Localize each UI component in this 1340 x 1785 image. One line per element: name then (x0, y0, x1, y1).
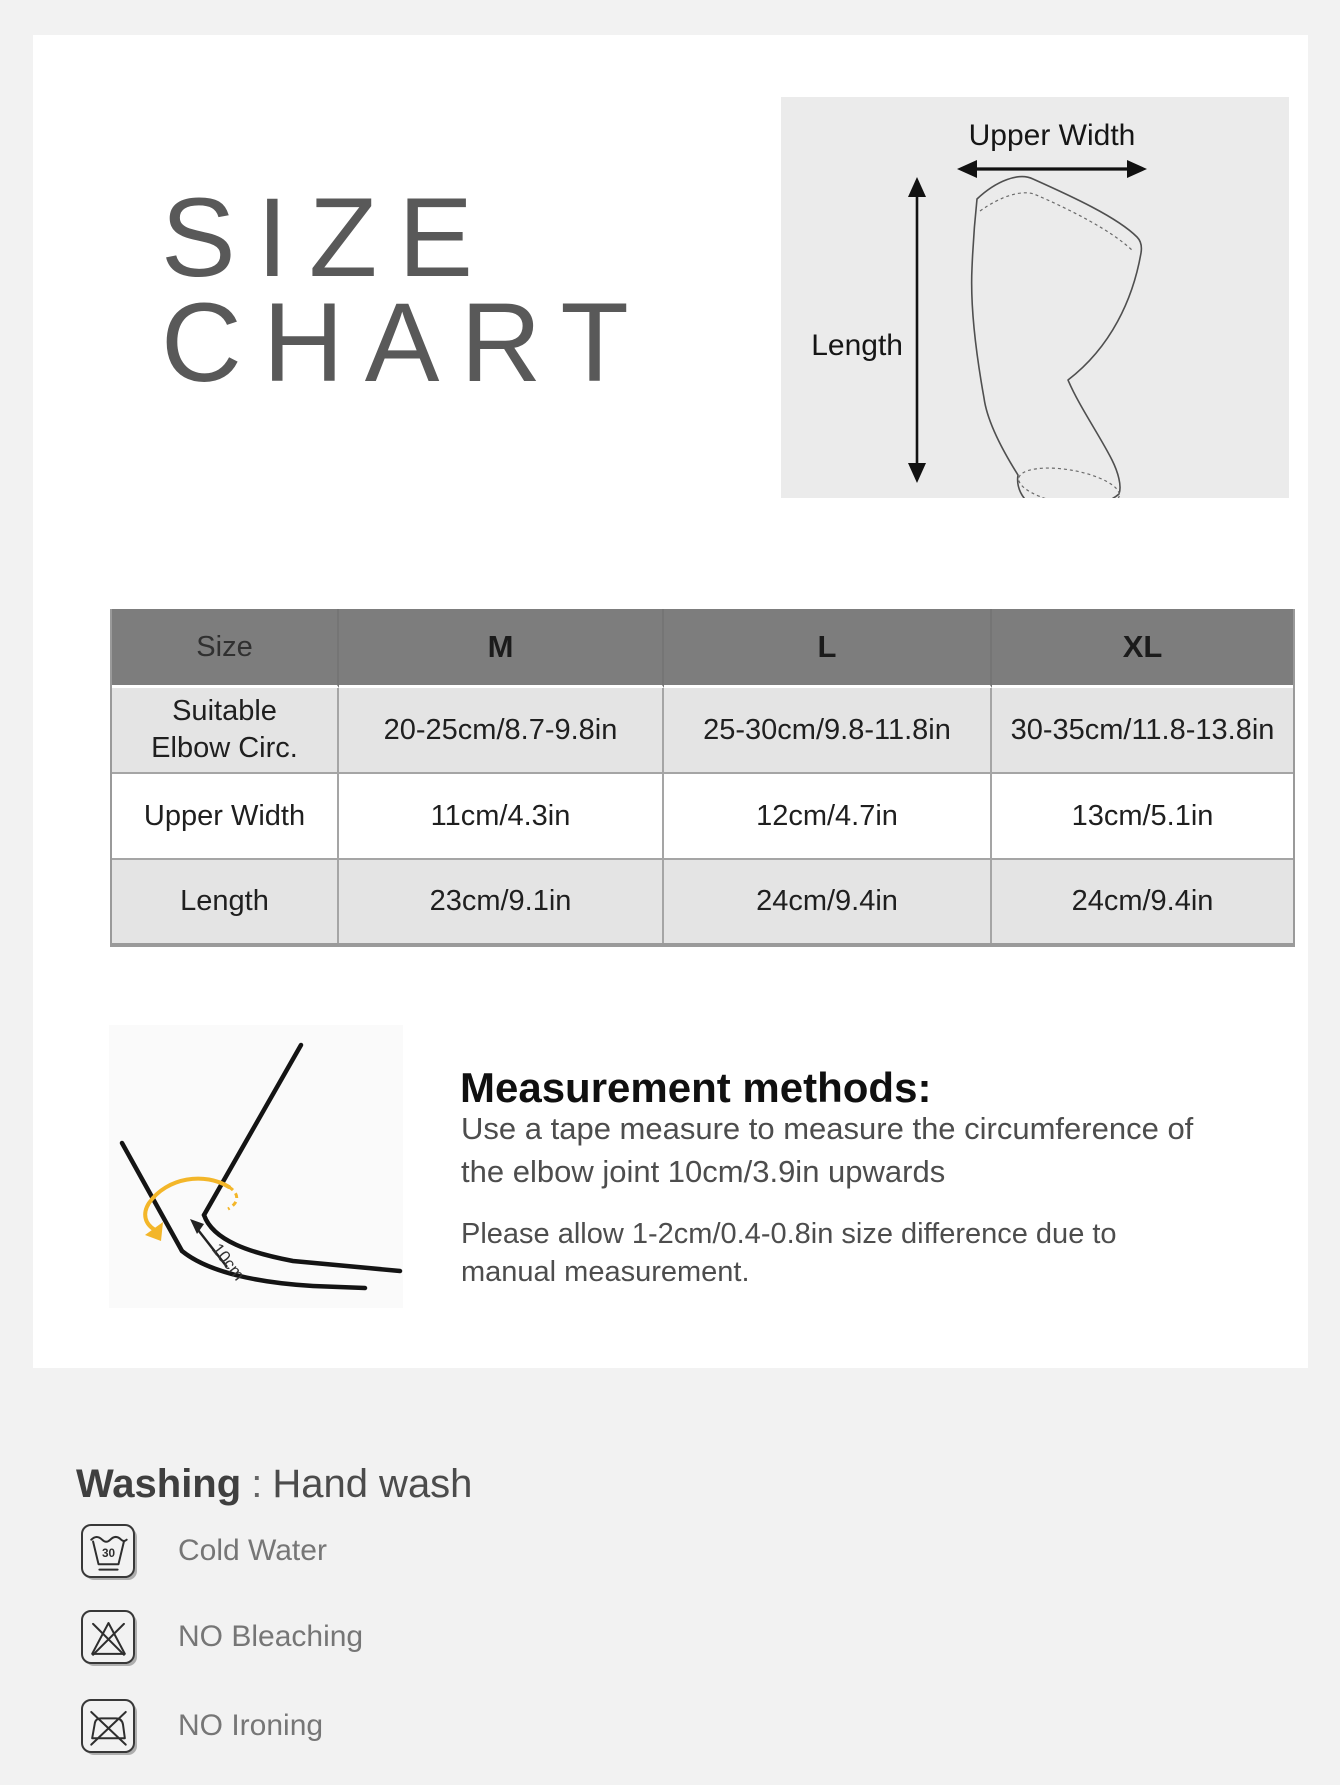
care-label: Cold Water (178, 1534, 327, 1567)
table-cell: 23cm/9.1in (339, 860, 664, 943)
measurement-paragraph-2: Please allow 1-2cm/0.4-0.8in size difference due to manual measurement. (461, 1218, 1117, 1288)
table-cell: 24cm/9.4in (992, 860, 1293, 943)
size-table-header-xl: XL (992, 609, 1293, 688)
table-row-label: Length (112, 860, 339, 943)
svg-text:30: 30 (101, 1546, 115, 1560)
care-label: NO Bleaching (178, 1620, 364, 1653)
table-cell: 25-30cm/9.8-11.8in (664, 688, 992, 774)
content-card (33, 35, 1308, 1368)
page-title-line1: SIZE (161, 175, 494, 300)
care-row-no-ironing (81, 1699, 323, 1753)
sleeve-measure-diagram (781, 97, 1289, 498)
table-cell: 11cm/4.3in (339, 774, 664, 860)
table-cell: 30-35cm/11.8-13.8in (992, 688, 1293, 774)
size-table (110, 609, 1295, 947)
length-label: Length (811, 329, 903, 362)
washing-heading (76, 1462, 472, 1507)
size-table-header-m: M (339, 609, 664, 688)
elbow-measure-svg (109, 1025, 403, 1308)
upper-width-label: Upper Width (968, 119, 1136, 152)
size-table-header-size: Size (112, 609, 339, 688)
no-bleach-icon (81, 1610, 135, 1664)
care-label: NO Ironing (178, 1709, 324, 1742)
table-cell: 20-25cm/8.7-9.8in (339, 688, 664, 774)
wash-30-icon (81, 1524, 135, 1578)
washing-method: Hand wash (272, 1462, 473, 1506)
table-row-label: Upper Width (112, 774, 339, 860)
table-cell: 12cm/4.7in (664, 774, 992, 860)
care-row-cold-water (81, 1524, 327, 1578)
measurement-heading: Measurement methods: (460, 1064, 932, 1111)
elbow-measure-illustration (109, 1025, 403, 1308)
no-iron-icon (81, 1699, 135, 1753)
table-row-label: Suitable Elbow Circ. (112, 688, 339, 774)
arm-line-drawing (122, 1045, 400, 1288)
size-table-header-l: L (664, 609, 992, 688)
washing-label: Washing (76, 1462, 242, 1506)
upper-width-arrow (957, 160, 1147, 178)
care-row-no-bleaching (81, 1610, 363, 1664)
page-title (161, 175, 650, 405)
table-cell: 13cm/5.1in (992, 774, 1293, 860)
page-title-line2: CHART (161, 280, 650, 405)
washing-separator: : (251, 1462, 263, 1506)
measurement-paragraph-1: Use a tape measure to measure the circumference of the elbow joint 10cm/3.9in upwards (461, 1111, 1194, 1189)
length-arrow (908, 177, 926, 483)
sleeve-diagram-svg (781, 97, 1289, 498)
ten-cm-label: 10cm (207, 1239, 249, 1285)
table-cell: 24cm/9.4in (664, 860, 992, 943)
sleeve-outline-drawing (972, 177, 1142, 498)
